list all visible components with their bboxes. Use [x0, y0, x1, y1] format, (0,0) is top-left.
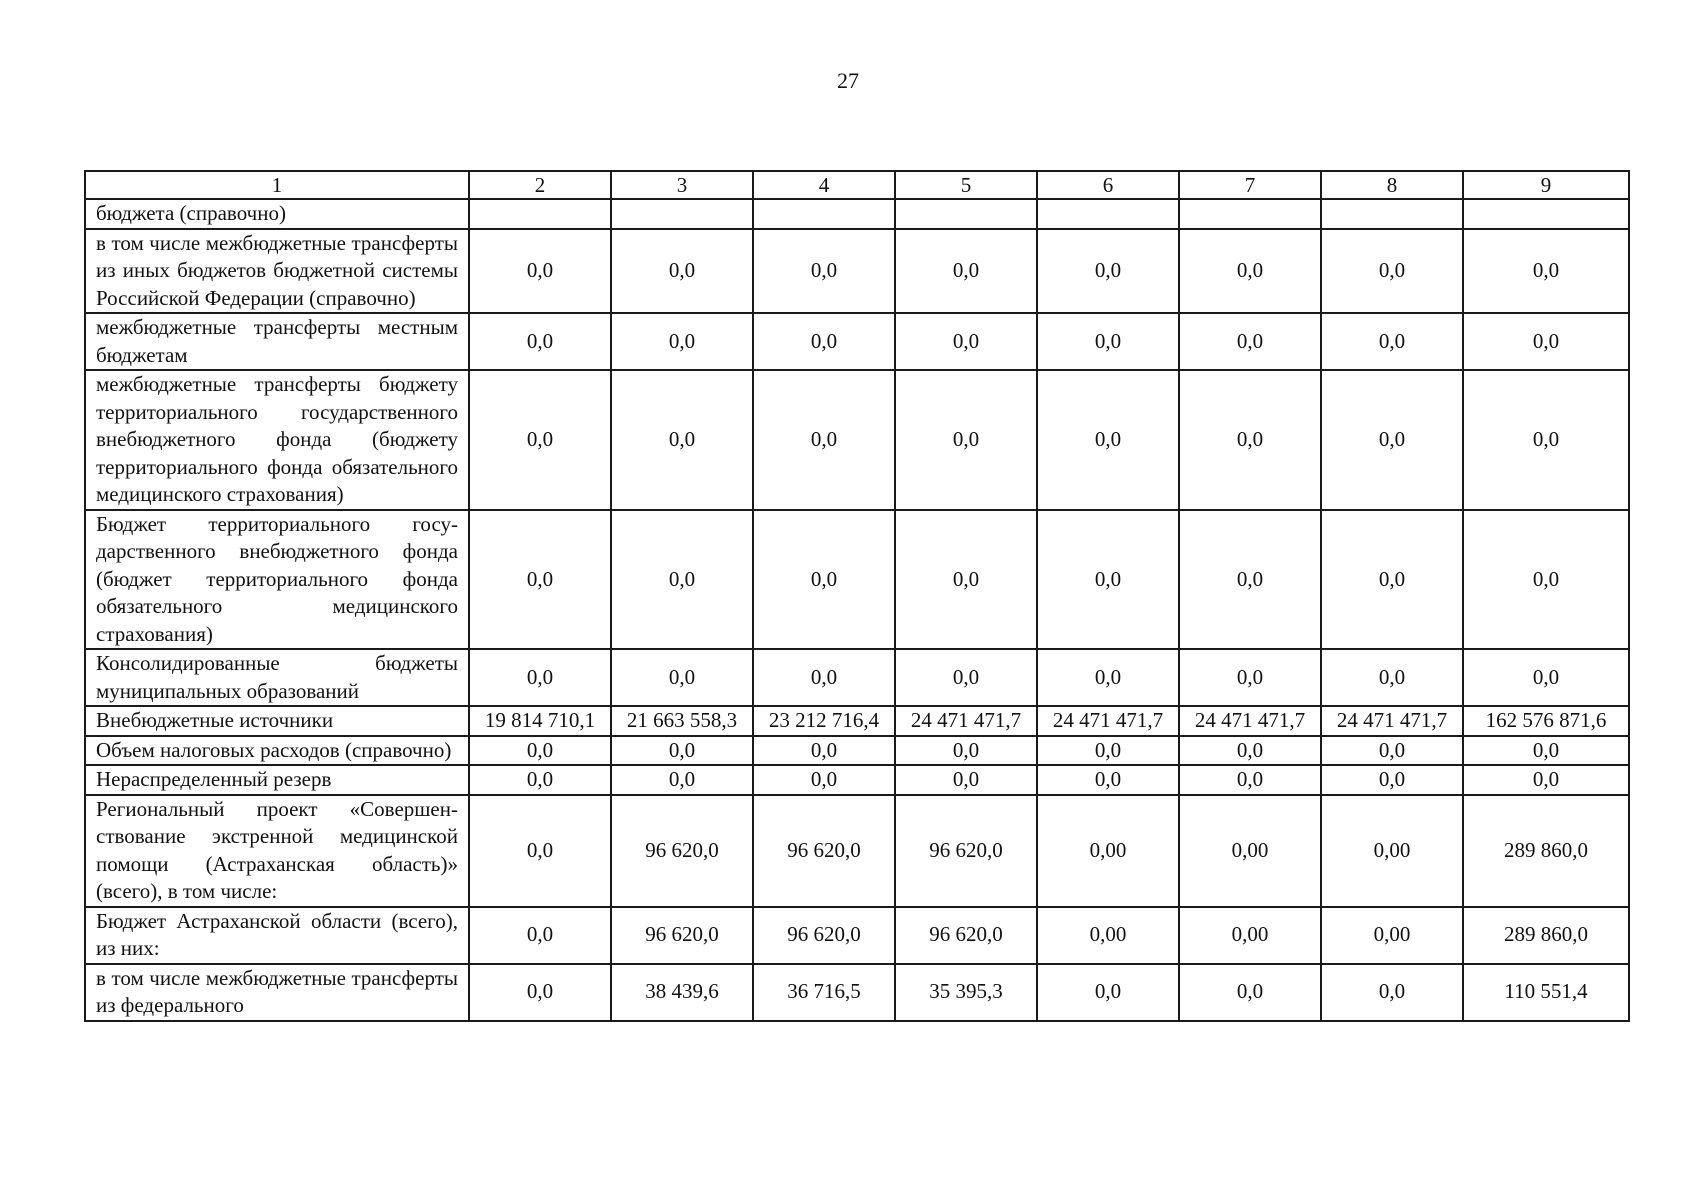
row-value: 0,0: [1179, 370, 1321, 510]
table-row: [85, 313, 1629, 370]
row-value: 23 212 716,4: [753, 706, 895, 736]
column-header: 5: [895, 171, 1037, 199]
row-value: 96 620,0: [895, 907, 1037, 964]
row-label: межбюджетные трансферты местным бюджетам: [85, 313, 469, 370]
column-header: 3: [611, 171, 753, 199]
row-value: 0,0: [1321, 765, 1463, 795]
row-label: Внебюджетные источники: [85, 706, 469, 736]
column-header: 6: [1037, 171, 1179, 199]
table-row: [85, 199, 1629, 229]
row-value: 35 395,3: [895, 964, 1037, 1021]
row-value: 0,0: [895, 229, 1037, 314]
table-body: [85, 199, 1629, 1021]
row-value: 110 551,4: [1463, 964, 1629, 1021]
row-value: 0,0: [1037, 370, 1179, 510]
row-value: 162 576 871,6: [1463, 706, 1629, 736]
column-header: 8: [1321, 171, 1463, 199]
header-row: [85, 171, 1629, 199]
row-value: 96 620,0: [753, 907, 895, 964]
row-value: 0,0: [1037, 229, 1179, 314]
table-row: [85, 510, 1629, 650]
table-row: [85, 706, 1629, 736]
row-value: [469, 199, 611, 229]
row-value: 0,0: [1179, 964, 1321, 1021]
column-header: 7: [1179, 171, 1321, 199]
row-value: 289 860,0: [1463, 795, 1629, 907]
row-value: 0,00: [1321, 907, 1463, 964]
row-value: 0,0: [1179, 736, 1321, 766]
row-value: 0,0: [1037, 964, 1179, 1021]
row-value: 96 620,0: [611, 907, 753, 964]
row-value: 0,0: [469, 907, 611, 964]
row-value: 0,0: [1463, 229, 1629, 314]
row-value: 0,00: [1179, 907, 1321, 964]
row-value: 0,0: [1463, 649, 1629, 706]
row-value: [1037, 199, 1179, 229]
row-value: 0,0: [753, 765, 895, 795]
row-value: 0,0: [1037, 736, 1179, 766]
row-value: 0,0: [611, 510, 753, 650]
row-value: 0,0: [1463, 765, 1629, 795]
row-value: 0,0: [1463, 510, 1629, 650]
row-value: 0,0: [895, 765, 1037, 795]
table-header: [85, 171, 1629, 199]
row-value: 36 716,5: [753, 964, 895, 1021]
row-value: 0,0: [895, 510, 1037, 650]
row-value: 0,0: [1179, 313, 1321, 370]
row-value: 0,0: [1037, 313, 1179, 370]
row-value: 0,0: [1463, 370, 1629, 510]
row-label: Объем налоговых расходов (справочно): [85, 736, 469, 766]
row-value: 0,0: [1179, 649, 1321, 706]
row-value: 24 471 471,7: [1179, 706, 1321, 736]
row-value: 0,0: [1463, 313, 1629, 370]
row-value: [611, 199, 753, 229]
row-value: 0,00: [1321, 795, 1463, 907]
row-value: [1463, 199, 1629, 229]
row-value: 0,0: [611, 736, 753, 766]
row-value: 0,0: [469, 370, 611, 510]
table-row: [85, 370, 1629, 510]
row-value: 24 471 471,7: [895, 706, 1037, 736]
row-label: Бюджет территориального государственного внебюджетного фонда (бюджет территориального фонда обязательного медицинского страхования): [85, 510, 469, 650]
row-value: 24 471 471,7: [1037, 706, 1179, 736]
row-value: 0,0: [1037, 765, 1179, 795]
row-value: 0,0: [753, 649, 895, 706]
row-value: 0,0: [1321, 370, 1463, 510]
row-value: 0,0: [1179, 510, 1321, 650]
row-value: 0,0: [1179, 765, 1321, 795]
row-value: 0,0: [1321, 736, 1463, 766]
page-number: 27: [837, 68, 859, 93]
row-value: 0,0: [469, 229, 611, 314]
row-label: межбюджетные трансферты бюджету территориального государственного внебюджетного фонда (бюджету территориального фонда обязательного медицинского страхования): [85, 370, 469, 510]
row-value: 96 620,0: [611, 795, 753, 907]
row-value: 0,0: [1321, 229, 1463, 314]
row-value: 96 620,0: [895, 795, 1037, 907]
row-value: 19 814 710,1: [469, 706, 611, 736]
row-value: 0,0: [611, 229, 753, 314]
row-value: [753, 199, 895, 229]
table-row: [85, 907, 1629, 964]
table-row: [85, 795, 1629, 907]
row-value: 289 860,0: [1463, 907, 1629, 964]
row-label: в том числе межбюджетные трансферты из федерального: [85, 964, 469, 1021]
column-header: 1: [85, 171, 469, 199]
row-value: 0,0: [1037, 649, 1179, 706]
row-value: 0,0: [469, 649, 611, 706]
budget-table: [84, 170, 1630, 1022]
row-value: 0,0: [1179, 229, 1321, 314]
row-value: [1321, 199, 1463, 229]
table-row: [85, 649, 1629, 706]
column-header: 2: [469, 171, 611, 199]
row-value: [895, 199, 1037, 229]
row-value: 0,0: [1463, 736, 1629, 766]
table-row: [85, 736, 1629, 766]
row-value: 0,00: [1037, 795, 1179, 907]
row-value: 0,0: [753, 370, 895, 510]
row-value: 0,0: [1321, 649, 1463, 706]
row-value: 0,0: [753, 736, 895, 766]
row-value: 0,0: [469, 795, 611, 907]
row-label: Консолидированные бюджеты муниципальных образований: [85, 649, 469, 706]
row-value: 0,0: [469, 510, 611, 650]
row-value: 0,0: [895, 370, 1037, 510]
row-label: в том числе межбюджетные трансферты из иных бюджетов бюджетной системы Российской Федерации (справочно): [85, 229, 469, 314]
row-value: 96 620,0: [753, 795, 895, 907]
row-value: 0,0: [895, 649, 1037, 706]
table-row: [85, 229, 1629, 314]
row-value: [1179, 199, 1321, 229]
row-value: 0,0: [611, 649, 753, 706]
row-label: бюджета (справочно): [85, 199, 469, 229]
row-value: 0,0: [895, 736, 1037, 766]
row-value: 0,0: [1321, 964, 1463, 1021]
row-value: 0,0: [469, 313, 611, 370]
row-value: 21 663 558,3: [611, 706, 753, 736]
row-value: 38 439,6: [611, 964, 753, 1021]
row-value: 0,0: [1321, 510, 1463, 650]
row-value: 0,0: [753, 510, 895, 650]
row-value: 0,00: [1179, 795, 1321, 907]
row-value: 0,0: [895, 313, 1037, 370]
row-value: 0,0: [1321, 313, 1463, 370]
row-value: 0,0: [611, 370, 753, 510]
row-label: Нераспределенный резерв: [85, 765, 469, 795]
table-row: [85, 964, 1629, 1021]
row-value: 0,0: [753, 229, 895, 314]
row-value: 0,00: [1037, 907, 1179, 964]
table-row: [85, 765, 1629, 795]
row-value: 0,0: [469, 964, 611, 1021]
row-label: Бюджет Астраханской области (всего), из них:: [85, 907, 469, 964]
row-value: 0,0: [611, 313, 753, 370]
column-header: 4: [753, 171, 895, 199]
row-value: 0,0: [469, 765, 611, 795]
row-value: 0,0: [753, 313, 895, 370]
row-value: 0,0: [611, 765, 753, 795]
row-label: Региональный проект «Совершенствование экстренной медицинской помощи (Астраханская область)» (всего), в том числе:: [85, 795, 469, 907]
row-value: 24 471 471,7: [1321, 706, 1463, 736]
row-value: 0,0: [1037, 510, 1179, 650]
column-header: 9: [1463, 171, 1629, 199]
row-value: 0,0: [469, 736, 611, 766]
